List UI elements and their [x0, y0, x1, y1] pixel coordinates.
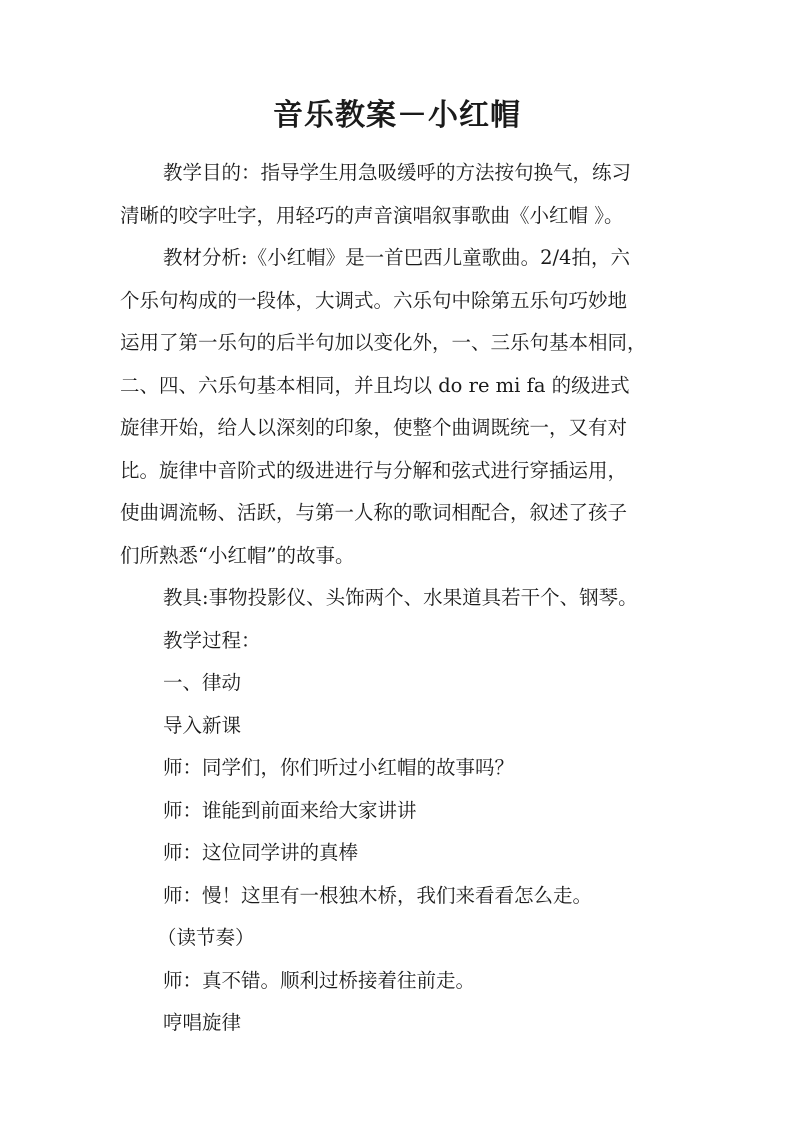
text-line: 教材分析:《小红帽》是一首巴西儿童歌曲。2/4拍，六 — [163, 246, 630, 269]
subheading-hum-melody — [120, 1002, 680, 1045]
text-line: 教具:事物投影仪、头饰两个、水果道具若干个、钢琴。 — [163, 586, 638, 609]
text-line: 们所熟悉“小红帽”的故事。 — [120, 543, 355, 567]
section-heading-rhythm — [120, 662, 680, 705]
text-line: 教学过程： — [163, 628, 261, 652]
document-body — [120, 152, 680, 1045]
text-line: 导入新课 — [163, 713, 242, 737]
dialogue-line — [120, 747, 680, 790]
text-line: 师：这位同学讲的真棒 — [163, 841, 359, 864]
paragraph-teaching-process — [120, 620, 680, 663]
text-line: 教学目的：指导学生用急吸缓呼的方法按句换气，练习 — [163, 161, 632, 184]
stage-note — [120, 917, 680, 960]
text-line: 旋律开始，给人以深刻的印象，使整个曲调既统一，又有对 — [120, 416, 628, 439]
text-line: 师：慢！这里有一根独木桥，我们来看看怎么走。 — [163, 883, 593, 907]
text-line: 个乐句构成的一段体，大调式。六乐句中除第五乐句巧妙地 — [120, 288, 628, 312]
subheading-intro — [120, 705, 680, 748]
text-line: 使曲调流畅、活跃，与第一人称的歌词相配合，叙述了孩子 — [120, 501, 628, 524]
text-line: 师：真不错。顺利过桥接着往前走。 — [163, 968, 476, 992]
text-line: 比。旋律中音阶式的级进进行与分解和弦式进行穿插运用， — [120, 458, 628, 482]
dialogue-line — [120, 875, 680, 918]
text-line: 清晰的咬字吐字，用轻巧的声音演唱叙事歌曲《小红帽 》。 — [120, 203, 624, 227]
paragraph-material-analysis — [120, 237, 680, 577]
dialogue-line — [120, 832, 680, 875]
text-line: 师：同学们，你们听过小红帽的故事吗？ — [163, 756, 515, 779]
text-line: 师：谁能到前面来给大家讲讲 — [163, 798, 417, 822]
paragraph-teaching-goal — [120, 152, 680, 237]
text-line: 运用了第一乐句的后半句加以变化外，一、三乐句基本相同， — [120, 331, 647, 354]
document-title: 音乐教案－小红帽 — [273, 98, 521, 133]
dialogue-line — [120, 960, 680, 1003]
text-line: 哼唱旋律 — [163, 1011, 242, 1034]
paragraph-teaching-aids — [120, 577, 680, 620]
text-line: 一、律动 — [163, 671, 242, 694]
dialogue-line — [120, 790, 680, 833]
text-line: 二、四、六乐句基本相同，并且均以 do re mi fa 的级进式 — [120, 373, 630, 397]
text-line: （读节奏） — [157, 926, 255, 949]
